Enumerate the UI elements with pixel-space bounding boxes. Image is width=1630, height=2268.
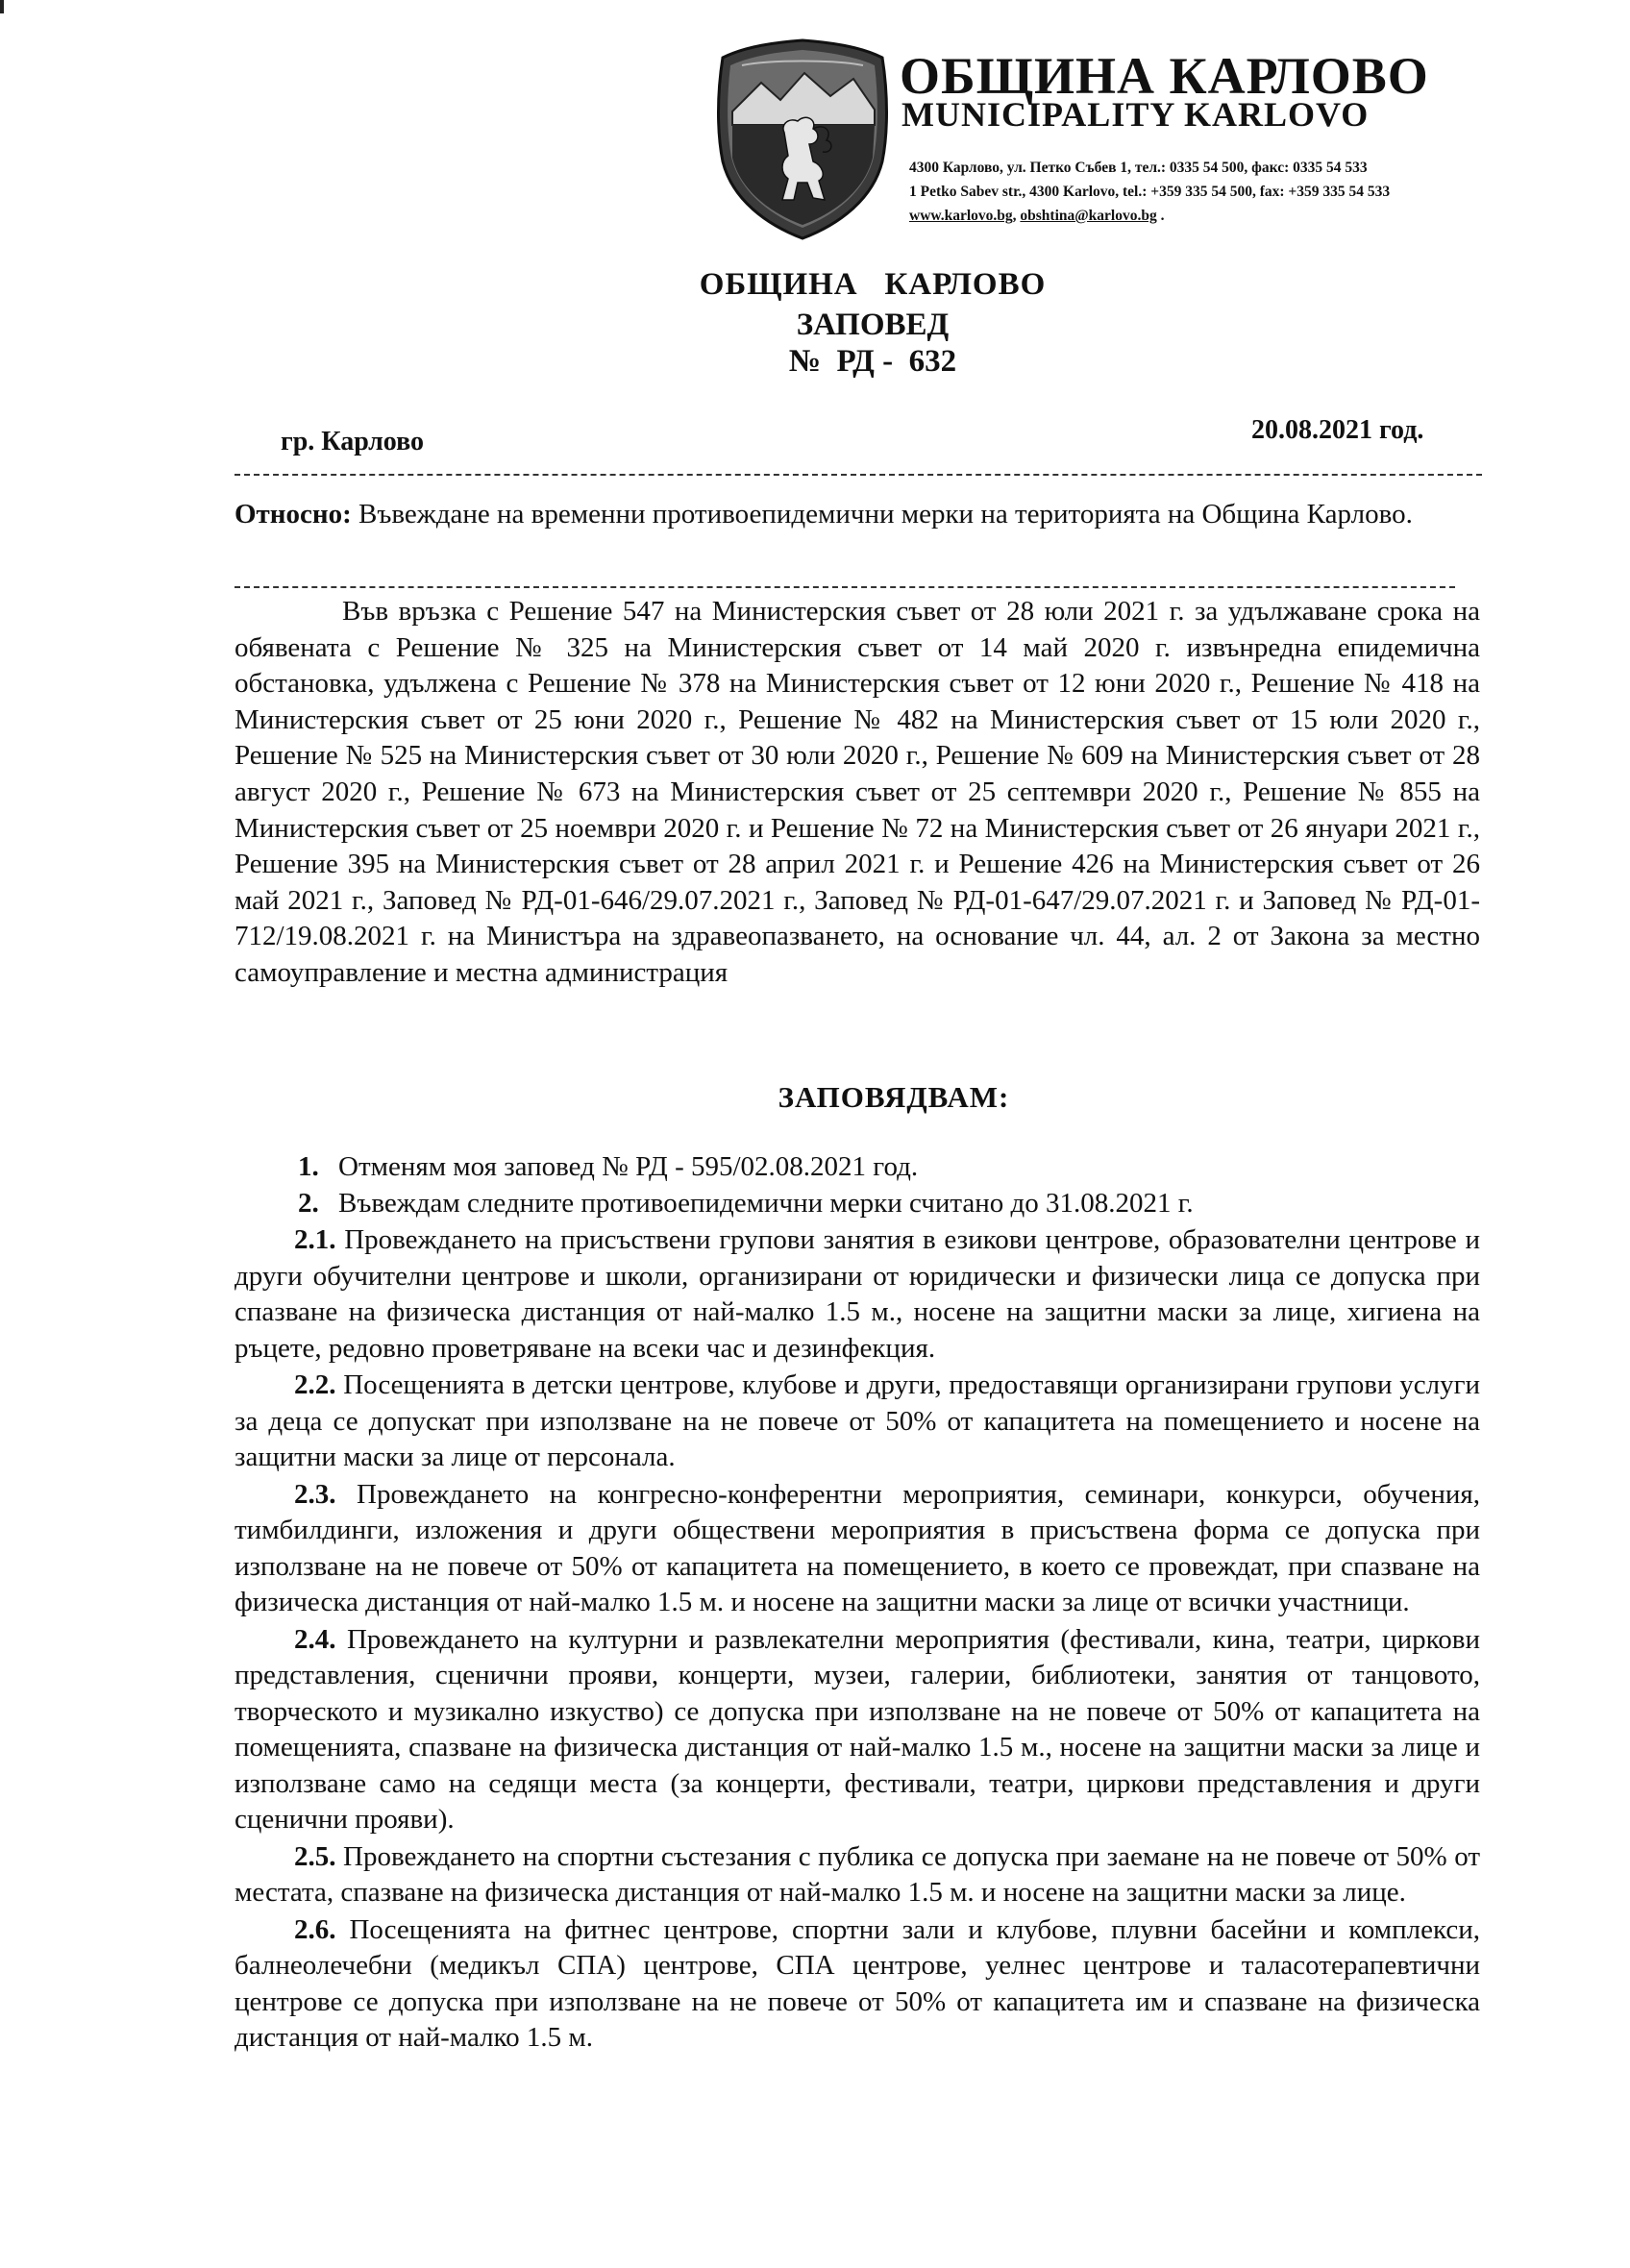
intro-paragraph: Във връзка с Решение 547 на Министерския съвет от 28 юли 2021 г. за удължаване срока на обявената с Решение № 325 на Министерския съвет от 14 май 2020 г. извънредна епидемична обстановка, удължена с Решение № 378 на Министерския съвет от 12 юни 2020 г., Решение № 418 на Министерския съвет от 25 юни 2020 г., Решение № 482 на Министерския съвет от 15 юли 2020 г., Решение № 525 на Министерския съвет от 30 юли 2020 г., Решение № 609 на Министерския съвет от 28 август 2020 г., Решение № 673 на Министерския съвет от 25 септември 2020 г., Решение № 855 на Министерския съвет от 25 ноември 2020 г. и Решение № 72 на Министерския съвет от 26 януари 2021 г., Решение 395 на Министерския съвет от 28 април 2021 г. и Решение 426 на Министерския съвет от 26 май 2021 г., Заповед № РД-01-646/29.07.2021 г., Заповед № РД-01-647/29.07.2021 г. и Заповед № РД-01-712/19.08.2021 г. на Министъра на здравеопазването, на основание чл. 44, ал. 2 от Закона за местно самоуправление и местна администрация bbox=[235, 596, 1480, 988]
contact-block bbox=[909, 156, 1390, 228]
subitem-number: 2.2. bbox=[294, 1369, 336, 1400]
address-en: 1 Petko Sabev str., 4300 Karlovo, tel.: +359 335 54 500, fax: +359 335 54 533 bbox=[909, 184, 1391, 200]
subject bbox=[235, 494, 1480, 534]
subitem-text: Посещенията на фитнес центрове, спортни зали и клубове, плувни басейни и комплекси, балнеолечебни (медикъл СПА) центрове, СПА центрове, уелнес центрове и таласотерапевтични центрове се допуска при използване на не повече от 50% от капацитета им и спазване на физическа дистанция от най-малко 1.5 м. bbox=[235, 1913, 1480, 2053]
subitem-text: Провеждането на присъствени групови занятия в езикови центрове, образователни центрове и други обучителни центрове и школи, организирани от юридически и физически лица се допуска при спазване на физическа дистанция от най-малко 1.5 м., носене на защитни маски за лице, хигиена на ръцете, редовно проветряване на всеки час и дезинфекция. bbox=[235, 1224, 1480, 1364]
subitem bbox=[235, 1477, 1480, 1621]
email-link[interactable]: obshtina@karlovo.bg bbox=[1020, 208, 1157, 224]
subitem-number: 2.3. bbox=[294, 1478, 336, 1510]
item-text: Въвеждам следните противоепидемични мерки считано до 31.08.2021 г. bbox=[338, 1187, 1194, 1219]
coat-of-arms-icon bbox=[713, 37, 892, 242]
subitem bbox=[235, 1222, 1480, 1367]
subitem-number: 2.6. bbox=[294, 1913, 336, 1945]
scan-artifact bbox=[0, 0, 4, 13]
org-name-en: MUNICIPALITY KARLOVO bbox=[901, 95, 1370, 134]
order-items bbox=[235, 1149, 1480, 2057]
website-link[interactable]: www.karlovo.bg bbox=[909, 208, 1013, 224]
document-type-title: ЗАПОВЕД bbox=[796, 308, 950, 342]
subitem-number: 2.4. bbox=[294, 1623, 336, 1655]
document-org-title: ОБЩИНА КАРЛОВО bbox=[699, 267, 1047, 302]
item-number: 1. bbox=[298, 1151, 319, 1182]
web-links: www.karlovo.bg, obshtina@karlovo.bg . bbox=[909, 208, 1165, 224]
subject-text: Въвеждане на временни противоепидемични мерки на територията на Община Карлово. bbox=[358, 499, 1413, 530]
subitem-text: Посещенията в детски центрове, клубове и други, предоставящи организирани групови услуги за деца се допускат при използване на не повече от 50% от капацитета на помещението и носене на защитни маски за лице от персонала. bbox=[235, 1369, 1481, 1472]
subitem-text: Провеждането на спортни състезания с публика се допуска при заемане на не повече от 50% от местата, спазване на физическа дистанция от най-малко 1.5 м. и носене на защитни маски за лице. bbox=[235, 1840, 1481, 1908]
divider bbox=[235, 474, 1482, 478]
subitem bbox=[235, 1622, 1480, 1838]
subitem bbox=[235, 1368, 1480, 1476]
divider bbox=[235, 586, 1455, 590]
subitem-number: 2.1. bbox=[294, 1224, 336, 1255]
subitem-text: Провеждането на културни и развлекателни мероприятия (фестивали, кина, театри, циркови представления, сценични прояви, концерти, музеи, галерии, библиотеки, занятия от танцовото, творческото и музикално изкуство) се допуска при използване на не повече от 50% от капацитета на помещенията, спазване на физическа дистанция от най-малко 1.5 м., носене на защитни маски за лице и използване само на седящи места (за концерти, фестивали, театри, циркови представления и други сценични прояви). bbox=[235, 1623, 1480, 1835]
subject-label: Относно: bbox=[235, 499, 352, 530]
document-number: № РД - 632 bbox=[788, 344, 957, 379]
address-bg: 4300 Карлово, ул. Петко Събев 1, тел.: 0335 54 500, факс: 0335 54 533 bbox=[909, 160, 1368, 176]
subitem-number: 2.5. bbox=[294, 1840, 336, 1872]
place: гр. Карлово bbox=[281, 427, 425, 456]
list-item bbox=[235, 1149, 1480, 1186]
subitem bbox=[235, 1839, 1480, 1911]
subitem-text: Провеждането на конгресно-конферентни мероприятия, семинари, конкурси, обучения, тимбилдинги, изложения и други обществени мероприятия в присъствена форма се допуска при използване на не повече от 50% от капацитета на помещението, в което се провеждат, при спазване на физическа дистанция от най-малко 1.5 м. и носене на защитни маски за лице от всички участници. bbox=[235, 1478, 1481, 1617]
item-number: 2. bbox=[298, 1187, 319, 1219]
list-item bbox=[235, 1186, 1480, 1222]
subitem bbox=[235, 1912, 1480, 2057]
item-text: Отменям моя заповед № РД - 595/02.08.2021 год. bbox=[338, 1151, 919, 1182]
order-heading: ЗАПОВЯДВАМ: bbox=[778, 1080, 1010, 1114]
document-date: 20.08.2021 год. bbox=[1251, 415, 1424, 445]
org-name-bg: ОБЩИНА КАРЛОВО bbox=[900, 47, 1429, 105]
